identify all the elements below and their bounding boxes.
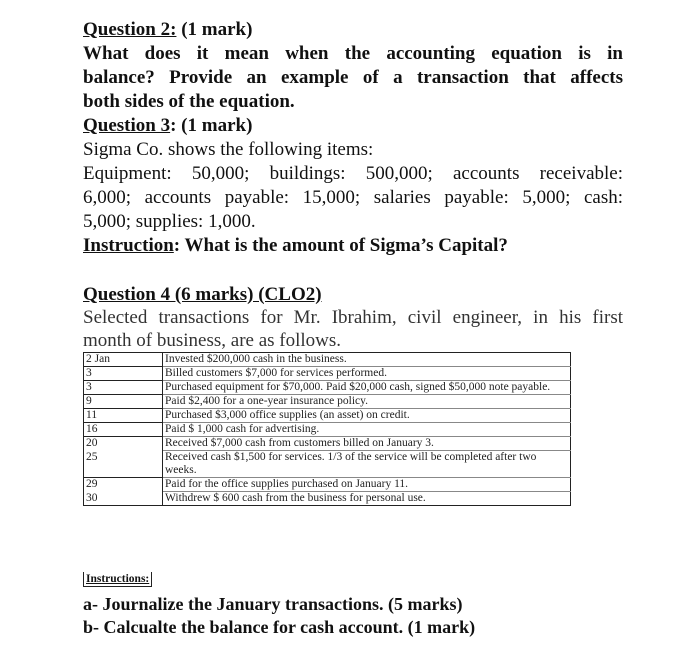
date-cell: 3 [84,381,163,395]
q2-text-line-3: both sides of the equation. [83,91,295,112]
date-cell: 2 Jan [84,353,163,367]
desc-cell: Invested $200,000 cash in the business. [163,353,571,367]
desc-cell: Billed customers $7,000 for services performed. [163,367,571,381]
table-row [84,409,571,423]
desc-cell: Paid $ 1,000 cash for advertising. [163,423,571,437]
desc-cell: Purchased equipment for $70,000. Paid $20,000 cash, signed $50,000 note payable. [163,381,571,395]
table-row [84,353,571,367]
q3-items-line-3: 5,000; supplies: 1,000. [83,211,256,232]
task-a: a- Journalize the January transactions. (5 marks) [83,594,463,614]
q2-marks: (1 mark) [176,19,253,40]
date-cell: 3 [84,367,163,381]
table-row [84,478,571,492]
instructions-label: Instructions: [83,572,152,587]
table-row [84,395,571,409]
q4-heading: Question 4 (6 marks) (CLO2) [83,284,322,305]
q3-marks: : (1 mark) [170,115,253,136]
q3-instruction [83,234,623,258]
q2-label: Question 2: [83,19,177,40]
date-cell: 29 [84,478,163,492]
q4-tasks [83,593,475,639]
q3-intro: Sigma Co. shows the following items: [83,139,374,160]
desc-cell: Received cash $1,500 for services. 1/3 of the service will be completed after two weeks. [163,451,571,478]
q3-items-line-2: 6,000; accounts payable: 15,000; salaries payable: 5,000; cash: [83,187,623,208]
q3-heading [83,114,623,138]
desc-cell: Paid for the office supplies purchased on January 11. [163,478,571,492]
q3-instruction-label: Instruction [83,235,174,256]
task-b: b- Calcualte the balance for cash account. (1 mark) [83,617,476,637]
date-cell: 11 [84,409,163,423]
q2-text-line-2: balance? Provide an example of a transaction that affects [83,67,623,88]
desc-cell: Paid $2,400 for a one-year insurance policy. [163,395,571,409]
q4-section [83,284,623,352]
q3-instruction-text: : What is the amount of Sigma’s Capital? [173,235,508,256]
desc-cell: Received $7,000 cash from customers billed on January 3. [163,437,571,451]
q4-intro-line-2: month of business, are as follows. [83,330,342,351]
date-cell: 9 [84,395,163,409]
q3-items-line-1: Equipment: 50,000; buildings: 500,000; accounts receivable: [83,163,623,184]
q2-text-line-1: What does it mean when the accounting equation is in [83,43,623,64]
transactions-table [83,352,571,506]
desc-cell: Purchased $3,000 office supplies (an asset) on credit. [163,409,571,423]
date-cell: 30 [84,492,163,506]
q3-label: Question 3 [83,115,171,136]
table-row [84,381,571,395]
table-row [84,451,571,478]
table-row [84,437,571,451]
q4-intro-line-1: Selected transactions for Mr. Ibrahim, civil engineer, in his first [83,307,623,328]
date-cell: 25 [84,451,163,478]
questions-section [83,18,623,258]
table-row [84,367,571,381]
table-row [84,492,571,506]
desc-cell: Withdrew $ 600 cash from the business for personal use. [163,492,571,506]
table-row [84,423,571,437]
date-cell: 16 [84,423,163,437]
q2-heading [83,18,623,42]
date-cell: 20 [84,437,163,451]
